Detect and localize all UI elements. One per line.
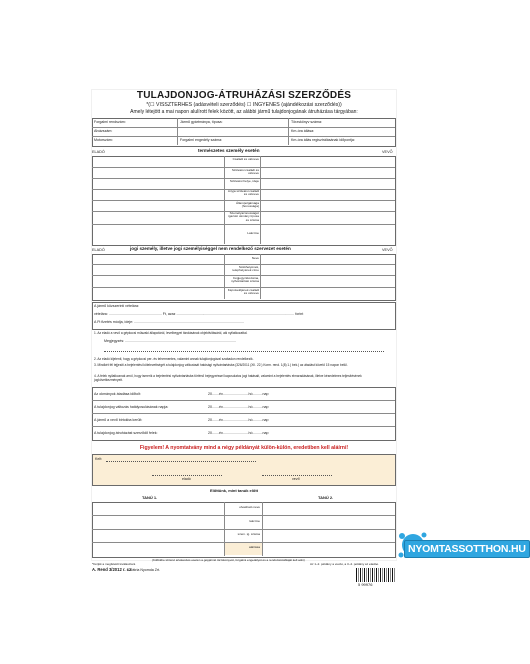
form-code: A. Rend 3/2012 r. sz. (92, 567, 133, 572)
promo-watermark (396, 526, 526, 568)
seller-label: ELADÓ (92, 150, 105, 154)
vehicle-field: Törzskönyv száma: (291, 120, 322, 124)
buyer-label: VEVŐ (382, 150, 393, 154)
handover-row: A jármű a vevő birtokba került: (94, 418, 143, 422)
footnote: *Kérjük a megfelelőt kiválasztani. (92, 562, 137, 566)
payment-line: A Ft fizetés módja, ideje: .............................................................................................................. (94, 320, 244, 324)
witness-2-label: TANÚ 2. (318, 495, 334, 500)
witness-field: lakcíme (249, 519, 260, 523)
witness-heading: Előttünk, mint tanúk előtt (210, 488, 258, 493)
natural-field: Állampolgársága (honossága) (235, 201, 259, 209)
document-subtitle: *(☐ VISSZTERHES (adásvételi szerződés) ☐ INGYENES (ajándékozási szerződés)) (146, 102, 342, 108)
natural-person-heading: természetes személy esetén (198, 148, 260, 153)
vehicle-field: Motorszám: (94, 138, 113, 142)
price-line: vételára: ..................................................... Ft, azaz ...................................................................................................................... forint (94, 312, 304, 316)
seller-signature-label: eladó (182, 477, 191, 481)
clause-4: 4. A felek nyilatkoznak arról, hogy ismerik a bejelentési nyilvántartásba történő bejegyzéssel kapcsolatos jogi hatásait, valamint a bejelentés elmaradásának, illetve késedelmes teljesítésének jogkövetkezményeit. (94, 374, 362, 382)
promo-text: NYOMTASSOTTHON.HU (404, 540, 530, 558)
form-sheet (92, 90, 396, 560)
document-title: TULAJDONJOG-ÁTRUHÁZÁSI SZERZŐDÉS (136, 90, 352, 101)
legal-field: Neve (251, 256, 259, 260)
vehicle-field: Forgalmi rendszám: (94, 120, 126, 124)
publisher: – Pátria Nyomda Zrt. (127, 568, 161, 572)
barcode-number: 5 99976 (358, 582, 373, 587)
vehicle-field: Km-óra állása: (291, 129, 315, 133)
footnote: Az 1–2. példány a vevőé, a 3–4. példány az eladóé. (310, 562, 379, 566)
buyer-signature-label: vevő (292, 477, 300, 481)
date-field[interactable]: 20.......év..........................hó..........nap (208, 405, 269, 409)
vehicle-field: Alvázszám: (94, 129, 113, 133)
clause-1: 1. Az eladó a vevő a gépkocsi műszaki állapotáról, levelbegyei tárolásának objektivitásáról, aki nyilatkozattal. (94, 331, 248, 335)
seller-label: ELADÓ (92, 248, 105, 252)
natural-field: Családi és utóneve (232, 157, 259, 161)
vehicle-field: Forgalmi engedély száma: (180, 138, 223, 142)
price-heading: A jármű közszerinti vételára: (94, 304, 139, 308)
date-field[interactable]: 20.......év..........................hó..........nap (208, 392, 269, 396)
legal-person-heading: jogi személy, illetve jogi személyiséggel nem rendelkező szervezet esetén (130, 246, 291, 251)
handover-row: A tulajdonjog változás hatályosulásának napja: (94, 405, 169, 409)
vehicle-field: Km-óra állás regisztrálásának időpontja: (291, 138, 355, 142)
handover-row: Az okmányok átadása időtolt: (94, 392, 141, 396)
witness-field: aláírása (248, 545, 260, 549)
footnote: (Külföldre történő értékesítés esetén a gépjármű törzskönyvét, forgalmi engedélyét és a rendszámtábláját kell adni) (152, 558, 305, 562)
clause-2: 2. Az eladó kijelenti, hogy a gépkocsi per- és tehermentes, valamint annak tulajdonjogával szabadon rendelkezik. (94, 357, 254, 361)
buyer-label: VEVŐ (382, 248, 393, 252)
natural-field: Születési családi és utóneve (231, 168, 259, 176)
witness-1-label: TANÚ 1. (142, 495, 158, 500)
handover-row: A tulajdonjog átruházást szerződő felek: (94, 431, 158, 435)
vehicle-table (92, 118, 396, 147)
warning-text: Figyelem! A nyomtatvány mind a négy példányát külön-külön, eredetiben kell aláírni! (139, 445, 349, 451)
legal-field: Képviselőjének családi és utóneve (227, 288, 259, 296)
vehicle-field: Jármű gyártmánya, típusa: (180, 120, 223, 124)
clause-3: 3. Mindkét fél tejjesíti a bejelentési kötelezettségét a tulajdonjog változását hatósági nyilvántartásba (326/2011 (XII. 22.) Korm. rend. 1(8) 1.) bek.) az átadást követő 15 napon belül. (94, 363, 348, 367)
date-field[interactable]: 20.......év..........................hó..........nap (208, 431, 269, 435)
natural-field: Születési helye, ideje (229, 179, 259, 183)
barcode-icon (356, 568, 396, 582)
natural-field: Anyja születési családi és utóneve (227, 189, 259, 197)
date-field[interactable]: 20.......év..........................hó..........nap (208, 418, 269, 422)
place-label: Kelt: (95, 457, 103, 461)
natural-field: Személyazonosságot igazoló okmány típusa és száma (228, 211, 259, 222)
signature-box (92, 454, 396, 486)
megjegyzes-line: Megjegyzés: ............................................................................................................... (104, 339, 237, 343)
document-intro: Amely létejött a mai napon alulírott felek között, az alábbi jármű tulajdonjogának átruházása tárgyában: (130, 109, 358, 115)
legal-field: Cégjegyzékszáma, nyilvántartási száma (230, 276, 259, 284)
legal-field: Székhelyének, telephelyének címe (232, 265, 259, 273)
witness-field: olvasható neve (239, 505, 260, 509)
witness-field: szem. ig. száma (237, 532, 260, 536)
natural-field: Lakcíme (247, 231, 259, 235)
